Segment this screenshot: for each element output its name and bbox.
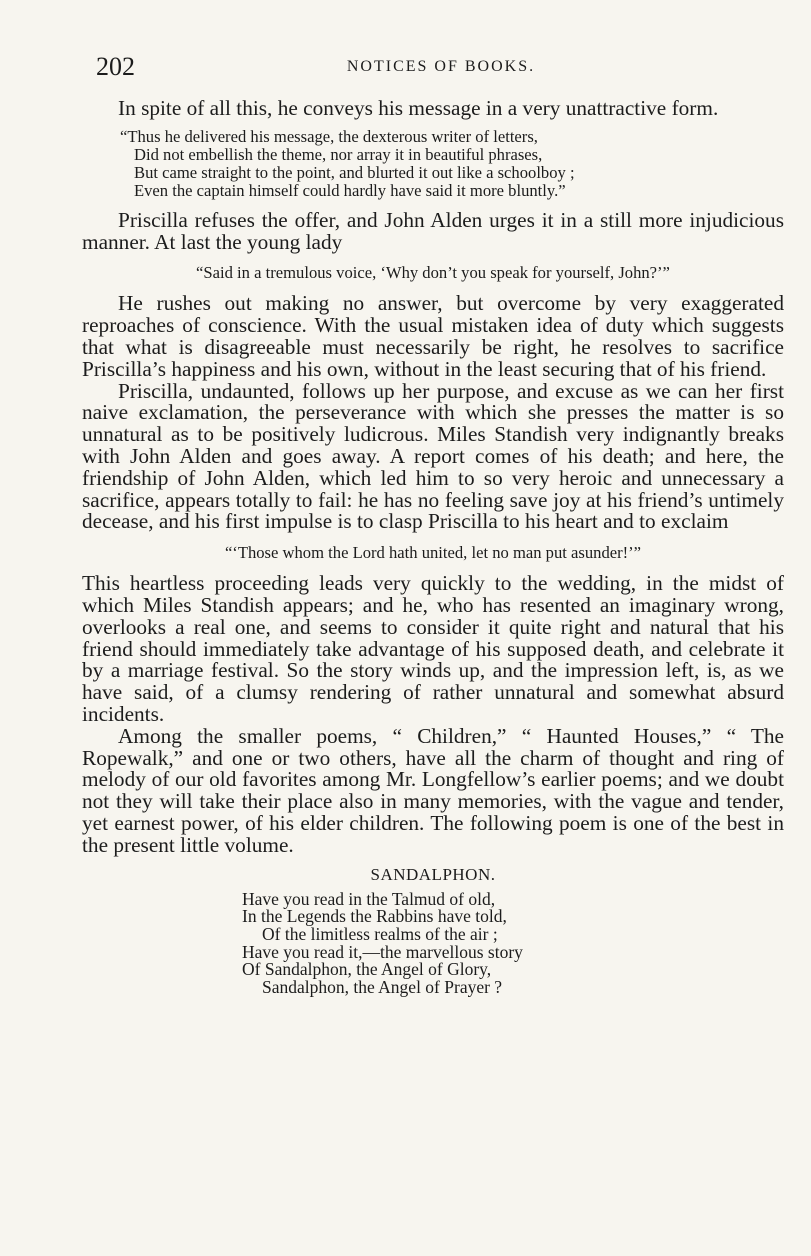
paragraph: Priscilla refuses the offer, and John Alden urges it in a still more injudicious manner. At last the young lady bbox=[82, 207, 784, 254]
page-header bbox=[96, 52, 786, 82]
poem-line: Of Sandalphon, the Angel of Glory, bbox=[242, 959, 492, 980]
body-text bbox=[82, 98, 784, 997]
inline-quote: “Said in a tremulous voice, ‘Why don’t you speak for yourself, John?’” bbox=[196, 263, 670, 283]
poem-line: Have you read in the Talmud of old, bbox=[242, 888, 496, 909]
quote-line: Even the captain himself could hardly have said it more bluntly.” bbox=[134, 180, 566, 200]
paragraph: Among the smaller poems, “ Children,” “ Haunted Houses,” “ The Ropewalk,” and one or two others, have all the charm of thought and ring of melody of our old favorites among Mr. Longfellow’s earlier poems; and we doubt not they will take their place also in many memories, with the vague and tender, yet earnest power, of his elder children. The following poem is one of the best in the present little volume. bbox=[82, 723, 784, 857]
poem bbox=[242, 888, 784, 998]
paragraph: Priscilla, undaunted, follows up her purpose, and excuse as we can her first naive exclamation, the perseverance with which she presses the matter is so unnatural as to be positively ludicrous. Miles Standish very indignantly breaks with John Alden and goes away. A report comes of his death; and here, the friendship of John Alden, which led him to so very heroic and unnecessary a sacrifice, appears totally to fail: he has no feeling save joy at his friend’s untimely decease, and his first impulse is to clasp Priscilla to his heart and to exclaim bbox=[82, 378, 784, 534]
quote-line: “Thus he delivered his message, the dexterous writer of letters, bbox=[120, 126, 538, 146]
poem-line: In the Legends the Rabbins have told, bbox=[242, 906, 507, 927]
paragraph: In spite of all this, he conveys his message in a very unattractive form. bbox=[118, 96, 719, 120]
poem-line: Of the limitless realms of the air ; bbox=[262, 923, 498, 944]
quote-line: Did not embellish the theme, nor array it in beautiful phrases, bbox=[134, 144, 543, 164]
page-number: 202 bbox=[96, 52, 135, 81]
poem-title: SANDALPHON. bbox=[370, 864, 496, 884]
running-head: NOTICES OF BOOKS. bbox=[346, 58, 536, 75]
paragraph: He rushes out making no answer, but overcome by very exaggerated reproaches of conscience. With the usual mistaken idea of duty which suggests that what is disagreeable must necessarily be right, he resolves to sacrifice Priscilla’s happiness and his own, without in the least securing that of his friend. bbox=[82, 291, 784, 381]
quote-line: But came straight to the point, and blurted it out like a schoolboy ; bbox=[134, 162, 575, 182]
inline-quote: “‘Those whom the Lord hath united, let no man put asunder!’” bbox=[224, 543, 642, 563]
paragraph: This heartless proceeding leads very quickly to the wedding, in the midst of which Miles Standish appears; and he, who has resented an imaginary wrong, overlooks a real one, and seems to consider it quite right and natural that his friend should immediately take advantage of his supposed death, and celebrate it by a marriage festival. So the story winds up, and the impression left, is, as we have said, of a clumsy rendering of rather unnatural and somewhat absurd incidents. bbox=[82, 571, 784, 726]
poem-line: Have you read it,—the marvellous story bbox=[242, 941, 523, 962]
block-quote bbox=[120, 128, 784, 200]
poem-line: Sandalphon, the Angel of Prayer ? bbox=[262, 977, 503, 998]
